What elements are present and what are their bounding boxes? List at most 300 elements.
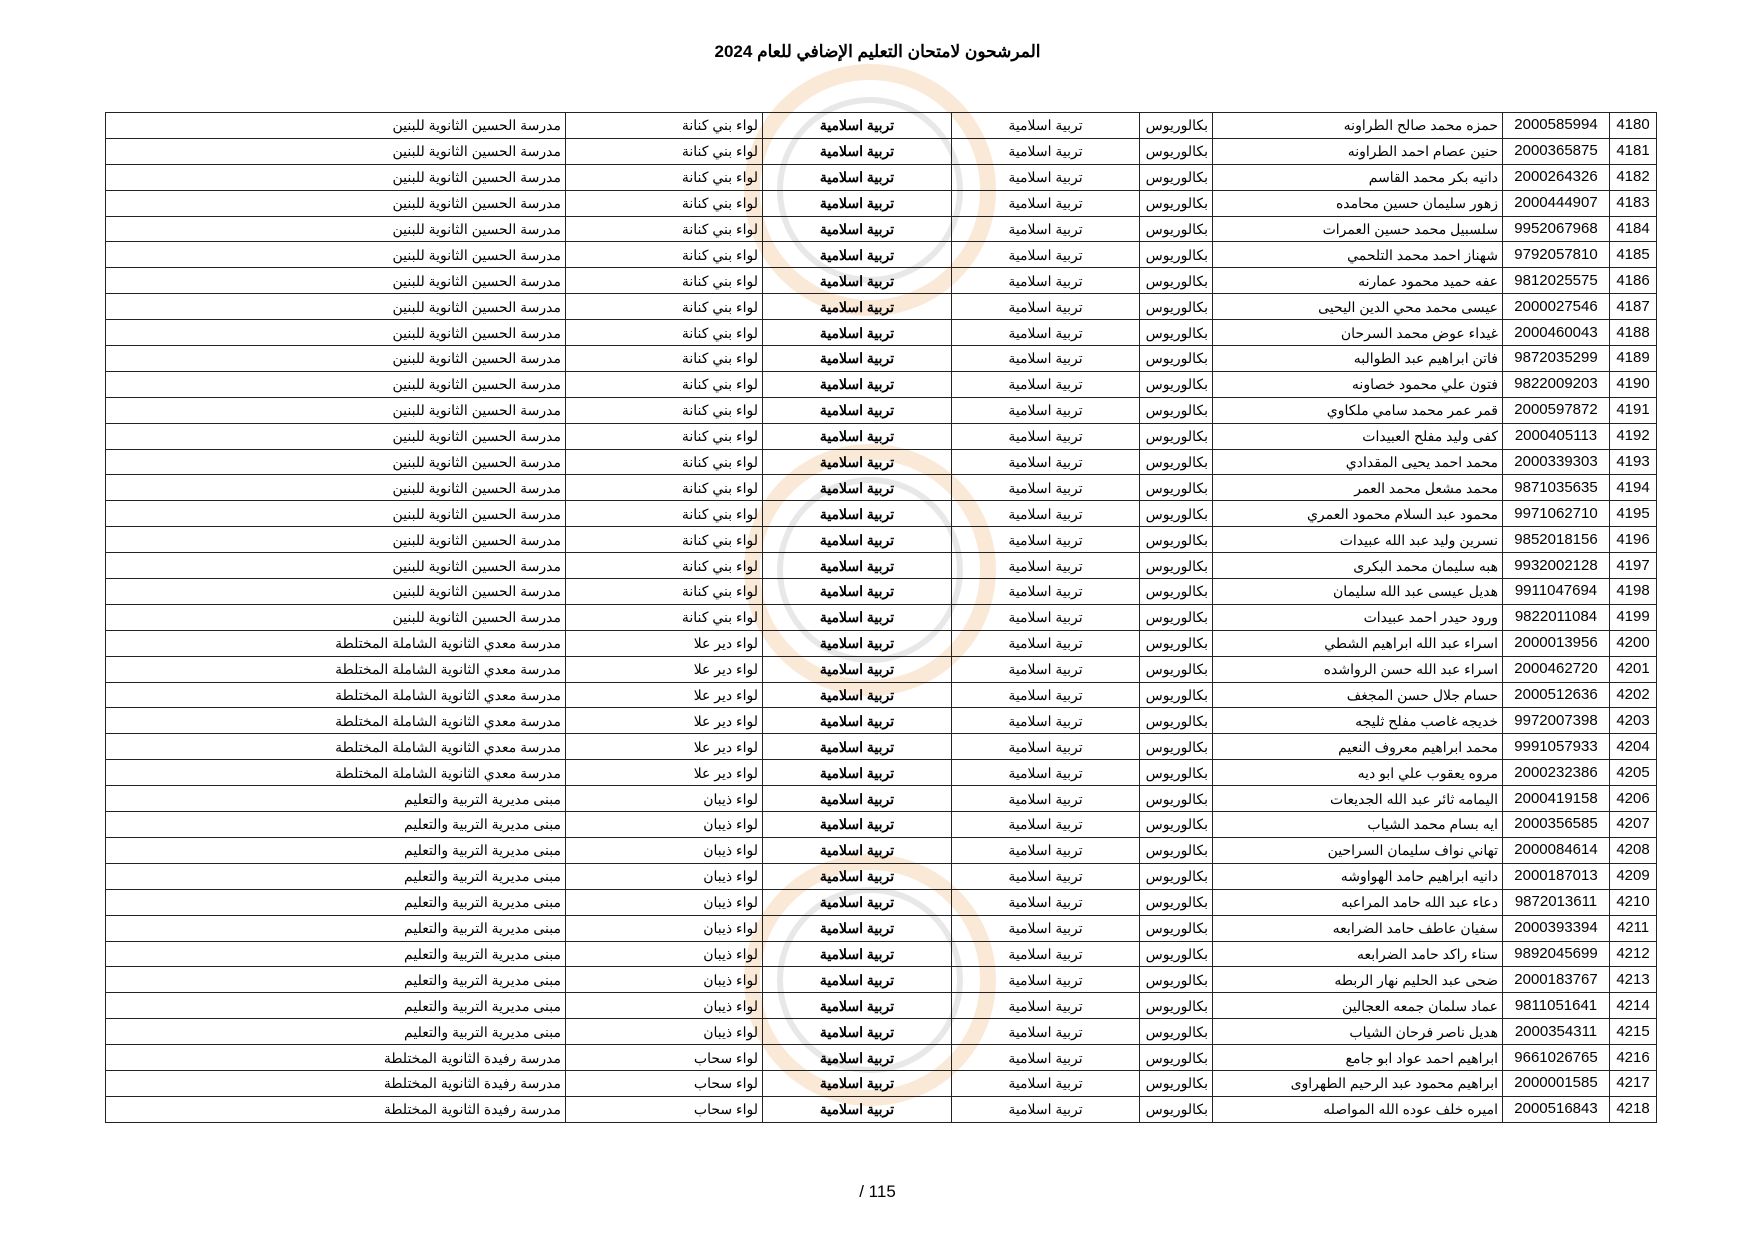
- candidate-name-cell: حنين عصام احمد الطراونه: [1213, 138, 1503, 164]
- degree-cell: بكالوريوس: [1140, 1019, 1213, 1045]
- exam-center-cell: مدرسة الحسين الثانوية للبنين: [106, 242, 566, 268]
- national-id-cell: 2000027546: [1503, 294, 1610, 320]
- specialization-cell: تربية اسلامية: [952, 837, 1140, 863]
- specialization-cell: تربية اسلامية: [952, 682, 1140, 708]
- national-id-cell: 2000264326: [1503, 164, 1610, 190]
- degree-cell: بكالوريوس: [1140, 242, 1213, 268]
- exam-center-cell: مدرسة الحسين الثانوية للبنين: [106, 397, 566, 423]
- national-id-cell: 2000084614: [1503, 837, 1610, 863]
- candidate-name-cell: سناء راكد حامد الضرابعه: [1213, 941, 1503, 967]
- table-row: [106, 527, 1657, 553]
- row-number-cell: 4197: [1610, 553, 1657, 579]
- degree-cell: بكالوريوس: [1140, 346, 1213, 372]
- candidate-name-cell: دانيه ابراهيم حامد الهواوشه: [1213, 863, 1503, 889]
- table-row: [106, 579, 1657, 605]
- table-row: [106, 630, 1657, 656]
- specialization-cell: تربية اسلامية: [952, 449, 1140, 475]
- row-number-cell: 4214: [1610, 993, 1657, 1019]
- district-cell: لواء ذيبان: [566, 915, 763, 941]
- exam-center-cell: مدرسة الحسين الثانوية للبنين: [106, 423, 566, 449]
- exam-center-cell: مدرسة الحسين الثانوية للبنين: [106, 371, 566, 397]
- specialization-cell: تربية اسلامية: [952, 216, 1140, 242]
- exam-center-cell: مبنى مديرية التربية والتعليم: [106, 863, 566, 889]
- exam-subject-cell: تربية اسلامية: [763, 863, 952, 889]
- degree-cell: بكالوريوس: [1140, 837, 1213, 863]
- district-cell: لواء ذيبان: [566, 837, 763, 863]
- exam-subject-cell: تربية اسلامية: [763, 993, 952, 1019]
- degree-cell: بكالوريوس: [1140, 915, 1213, 941]
- exam-subject-cell: تربية اسلامية: [763, 475, 952, 501]
- district-cell: لواء دير علا: [566, 682, 763, 708]
- district-cell: لواء بني كنانة: [566, 397, 763, 423]
- table-row: [106, 708, 1657, 734]
- district-cell: لواء ذيبان: [566, 993, 763, 1019]
- table-row: [106, 320, 1657, 346]
- exam-subject-cell: تربية اسلامية: [763, 837, 952, 863]
- table-row: [106, 967, 1657, 993]
- exam-center-cell: مدرسة الحسين الثانوية للبنين: [106, 346, 566, 372]
- table-row: [106, 604, 1657, 630]
- exam-center-cell: مدرسة الحسين الثانوية للبنين: [106, 527, 566, 553]
- degree-cell: بكالوريوس: [1140, 113, 1213, 139]
- national-id-cell: 2000444907: [1503, 190, 1610, 216]
- exam-center-cell: مدرسة معدي الثانوية الشاملة المختلطة: [106, 630, 566, 656]
- row-number-cell: 4204: [1610, 734, 1657, 760]
- district-cell: لواء بني كنانة: [566, 346, 763, 372]
- district-cell: لواء بني كنانة: [566, 371, 763, 397]
- specialization-cell: تربية اسلامية: [952, 1096, 1140, 1122]
- row-number-cell: 4207: [1610, 812, 1657, 838]
- row-number-cell: 4208: [1610, 837, 1657, 863]
- exam-subject-cell: تربية اسلامية: [763, 1070, 952, 1096]
- specialization-cell: تربية اسلامية: [952, 786, 1140, 812]
- district-cell: لواء بني كنانة: [566, 320, 763, 346]
- specialization-cell: تربية اسلامية: [952, 604, 1140, 630]
- exam-center-cell: مبنى مديرية التربية والتعليم: [106, 1019, 566, 1045]
- row-number-cell: 4183: [1610, 190, 1657, 216]
- row-number-cell: 4206: [1610, 786, 1657, 812]
- exam-center-cell: مدرسة معدي الثانوية الشاملة المختلطة: [106, 682, 566, 708]
- exam-center-cell: مبنى مديرية التربية والتعليم: [106, 915, 566, 941]
- degree-cell: بكالوريوس: [1140, 268, 1213, 294]
- district-cell: لواء بني كنانة: [566, 190, 763, 216]
- table-row: [106, 346, 1657, 372]
- row-number-cell: 4198: [1610, 579, 1657, 605]
- degree-cell: بكالوريوس: [1140, 734, 1213, 760]
- degree-cell: بكالوريوس: [1140, 786, 1213, 812]
- specialization-cell: تربية اسلامية: [952, 138, 1140, 164]
- national-id-cell: 2000232386: [1503, 760, 1610, 786]
- national-id-cell: 9661026765: [1503, 1045, 1610, 1071]
- national-id-cell: 9812025575: [1503, 268, 1610, 294]
- specialization-cell: تربية اسلامية: [952, 760, 1140, 786]
- exam-center-cell: مبنى مديرية التربية والتعليم: [106, 889, 566, 915]
- exam-center-cell: مبنى مديرية التربية والتعليم: [106, 837, 566, 863]
- candidate-name-cell: اسراء عبد الله ابراهيم الشطي: [1213, 630, 1503, 656]
- specialization-cell: تربية اسلامية: [952, 371, 1140, 397]
- candidate-name-cell: اسراء عبد الله حسن الرواشده: [1213, 656, 1503, 682]
- district-cell: لواء بني كنانة: [566, 475, 763, 501]
- degree-cell: بكالوريوس: [1140, 294, 1213, 320]
- row-number-cell: 4195: [1610, 501, 1657, 527]
- district-cell: لواء ذيبان: [566, 863, 763, 889]
- table-row: [106, 915, 1657, 941]
- specialization-cell: تربية اسلامية: [952, 734, 1140, 760]
- national-id-cell: 2000512636: [1503, 682, 1610, 708]
- table-row: [106, 1019, 1657, 1045]
- national-id-cell: 2000585994: [1503, 113, 1610, 139]
- row-number-cell: 4192: [1610, 423, 1657, 449]
- exam-center-cell: مدرسة الحسين الثانوية للبنين: [106, 164, 566, 190]
- national-id-cell: 9932002128: [1503, 553, 1610, 579]
- national-id-cell: 9811051641: [1503, 993, 1610, 1019]
- candidate-name-cell: فتون علي محمود خصاونه: [1213, 371, 1503, 397]
- candidate-name-cell: محمد مشعل محمد العمر: [1213, 475, 1503, 501]
- row-number-cell: 4215: [1610, 1019, 1657, 1045]
- specialization-cell: تربية اسلامية: [952, 1045, 1140, 1071]
- district-cell: لواء بني كنانة: [566, 604, 763, 630]
- candidate-name-cell: دانيه بكر محمد القاسم: [1213, 164, 1503, 190]
- row-number-cell: 4202: [1610, 682, 1657, 708]
- table-row: [106, 812, 1657, 838]
- row-number-cell: 4209: [1610, 863, 1657, 889]
- exam-subject-cell: تربية اسلامية: [763, 346, 952, 372]
- national-id-cell: 2000013956: [1503, 630, 1610, 656]
- national-id-cell: 2000001585: [1503, 1070, 1610, 1096]
- degree-cell: بكالوريوس: [1140, 941, 1213, 967]
- national-id-cell: 9971062710: [1503, 501, 1610, 527]
- row-number-cell: 4201: [1610, 656, 1657, 682]
- district-cell: لواء ذيبان: [566, 812, 763, 838]
- candidate-name-cell: حسام جلال حسن المجغف: [1213, 682, 1503, 708]
- district-cell: لواء دير علا: [566, 630, 763, 656]
- district-cell: لواء دير علا: [566, 656, 763, 682]
- exam-subject-cell: تربية اسلامية: [763, 397, 952, 423]
- specialization-cell: تربية اسلامية: [952, 889, 1140, 915]
- row-number-cell: 4211: [1610, 915, 1657, 941]
- national-id-cell: 2000597872: [1503, 397, 1610, 423]
- table-row: [106, 786, 1657, 812]
- exam-center-cell: مدرسة الحسين الثانوية للبنين: [106, 604, 566, 630]
- national-id-cell: 2000462720: [1503, 656, 1610, 682]
- row-number-cell: 4185: [1610, 242, 1657, 268]
- district-cell: لواء بني كنانة: [566, 501, 763, 527]
- table-row: [106, 216, 1657, 242]
- specialization-cell: تربية اسلامية: [952, 190, 1140, 216]
- district-cell: لواء دير علا: [566, 760, 763, 786]
- candidate-name-cell: مروه يعقوب علي ابو ديه: [1213, 760, 1503, 786]
- degree-cell: بكالوريوس: [1140, 164, 1213, 190]
- table-row: [106, 656, 1657, 682]
- exam-subject-cell: تربية اسلامية: [763, 190, 952, 216]
- exam-subject-cell: تربية اسلامية: [763, 682, 952, 708]
- national-id-cell: 9822011084: [1503, 604, 1610, 630]
- row-number-cell: 4190: [1610, 371, 1657, 397]
- district-cell: لواء بني كنانة: [566, 113, 763, 139]
- candidate-name-cell: دعاء عبد الله حامد المراعبه: [1213, 889, 1503, 915]
- exam-center-cell: مدرسة معدي الثانوية الشاملة المختلطة: [106, 656, 566, 682]
- row-number-cell: 4203: [1610, 708, 1657, 734]
- exam-subject-cell: تربية اسلامية: [763, 734, 952, 760]
- candidate-name-cell: فاتن ابراهيم عبد الطوالبه: [1213, 346, 1503, 372]
- degree-cell: بكالوريوس: [1140, 501, 1213, 527]
- exam-center-cell: مدرسة الحسين الثانوية للبنين: [106, 190, 566, 216]
- candidate-name-cell: محمود عبد السلام محمود العمري: [1213, 501, 1503, 527]
- specialization-cell: تربية اسلامية: [952, 320, 1140, 346]
- row-number-cell: 4193: [1610, 449, 1657, 475]
- page-title: المرشحون لامتحان التعليم الإضافي للعام 2024: [714, 42, 1041, 61]
- exam-subject-cell: تربية اسلامية: [763, 423, 952, 449]
- exam-center-cell: مدرسة الحسين الثانوية للبنين: [106, 113, 566, 139]
- row-number-cell: 4205: [1610, 760, 1657, 786]
- candidate-name-cell: ورود حيدر احمد عبيدات: [1213, 604, 1503, 630]
- exam-subject-cell: تربية اسلامية: [763, 1096, 952, 1122]
- table-row: [106, 164, 1657, 190]
- national-id-cell: 9872013611: [1503, 889, 1610, 915]
- specialization-cell: تربية اسلامية: [952, 164, 1140, 190]
- exam-center-cell: مدرسة الحسين الثانوية للبنين: [106, 475, 566, 501]
- row-number-cell: 4189: [1610, 346, 1657, 372]
- row-number-cell: 4213: [1610, 967, 1657, 993]
- exam-subject-cell: تربية اسلامية: [763, 1045, 952, 1071]
- national-id-cell: 2000183767: [1503, 967, 1610, 993]
- row-number-cell: 4218: [1610, 1096, 1657, 1122]
- degree-cell: بكالوريوس: [1140, 553, 1213, 579]
- degree-cell: بكالوريوس: [1140, 579, 1213, 605]
- specialization-cell: تربية اسلامية: [952, 967, 1140, 993]
- row-number-cell: 4216: [1610, 1045, 1657, 1071]
- district-cell: لواء دير علا: [566, 734, 763, 760]
- district-cell: لواء بني كنانة: [566, 553, 763, 579]
- exam-subject-cell: تربية اسلامية: [763, 527, 952, 553]
- row-number-cell: 4181: [1610, 138, 1657, 164]
- district-cell: لواء بني كنانة: [566, 294, 763, 320]
- table-row: [106, 501, 1657, 527]
- national-id-cell: 2000187013: [1503, 863, 1610, 889]
- row-number-cell: 4194: [1610, 475, 1657, 501]
- table-row: [106, 268, 1657, 294]
- row-number-cell: 4200: [1610, 630, 1657, 656]
- exam-center-cell: مبنى مديرية التربية والتعليم: [106, 967, 566, 993]
- degree-cell: بكالوريوس: [1140, 863, 1213, 889]
- exam-center-cell: مبنى مديرية التربية والتعليم: [106, 941, 566, 967]
- national-id-cell: 9911047694: [1503, 579, 1610, 605]
- candidate-name-cell: هديل ناصر فرحان الشياب: [1213, 1019, 1503, 1045]
- exam-center-cell: مبنى مديرية التربية والتعليم: [106, 812, 566, 838]
- specialization-cell: تربية اسلامية: [952, 630, 1140, 656]
- table-row: [106, 1096, 1657, 1122]
- candidate-name-cell: هبه سليمان محمد البكرى: [1213, 553, 1503, 579]
- district-cell: لواء سحاب: [566, 1070, 763, 1096]
- exam-center-cell: مدرسة معدي الثانوية الشاملة المختلطة: [106, 734, 566, 760]
- exam-center-cell: مدرسة الحسين الثانوية للبنين: [106, 501, 566, 527]
- degree-cell: بكالوريوس: [1140, 475, 1213, 501]
- district-cell: لواء بني كنانة: [566, 423, 763, 449]
- exam-subject-cell: تربية اسلامية: [763, 164, 952, 190]
- national-id-cell: 9972007398: [1503, 708, 1610, 734]
- table-row: [106, 1045, 1657, 1071]
- degree-cell: بكالوريوس: [1140, 682, 1213, 708]
- national-id-cell: 2000393394: [1503, 915, 1610, 941]
- table-row: [106, 682, 1657, 708]
- row-number-cell: 4196: [1610, 527, 1657, 553]
- exam-center-cell: مدرسة رفيدة الثانوية المختلطة: [106, 1096, 566, 1122]
- exam-center-cell: مبنى مديرية التربية والتعليم: [106, 786, 566, 812]
- degree-cell: بكالوريوس: [1140, 320, 1213, 346]
- specialization-cell: تربية اسلامية: [952, 268, 1140, 294]
- specialization-cell: تربية اسلامية: [952, 863, 1140, 889]
- exam-subject-cell: تربية اسلامية: [763, 449, 952, 475]
- national-id-cell: 2000356585: [1503, 812, 1610, 838]
- table-row: [106, 941, 1657, 967]
- exam-subject-cell: تربية اسلامية: [763, 760, 952, 786]
- specialization-cell: تربية اسلامية: [952, 397, 1140, 423]
- district-cell: لواء بني كنانة: [566, 449, 763, 475]
- degree-cell: بكالوريوس: [1140, 1070, 1213, 1096]
- national-id-cell: 9892045699: [1503, 941, 1610, 967]
- specialization-cell: تربية اسلامية: [952, 656, 1140, 682]
- degree-cell: بكالوريوس: [1140, 993, 1213, 1019]
- degree-cell: بكالوريوس: [1140, 1045, 1213, 1071]
- exam-center-cell: مدرسة رفيدة الثانوية المختلطة: [106, 1045, 566, 1071]
- table-row: [106, 242, 1657, 268]
- row-number-cell: 4217: [1610, 1070, 1657, 1096]
- specialization-cell: تربية اسلامية: [952, 993, 1140, 1019]
- table-row: [106, 889, 1657, 915]
- row-number-cell: 4188: [1610, 320, 1657, 346]
- row-number-cell: 4186: [1610, 268, 1657, 294]
- national-id-cell: 2000516843: [1503, 1096, 1610, 1122]
- degree-cell: بكالوريوس: [1140, 1096, 1213, 1122]
- row-number-cell: 4199: [1610, 604, 1657, 630]
- candidate-name-cell: محمد احمد يحيى المقدادي: [1213, 449, 1503, 475]
- district-cell: لواء دير علا: [566, 708, 763, 734]
- specialization-cell: تربية اسلامية: [952, 915, 1140, 941]
- table-row: [106, 449, 1657, 475]
- district-cell: لواء بني كنانة: [566, 579, 763, 605]
- degree-cell: بكالوريوس: [1140, 423, 1213, 449]
- candidate-name-cell: اميره خلف عوده الله المواصله: [1213, 1096, 1503, 1122]
- degree-cell: بكالوريوس: [1140, 190, 1213, 216]
- district-cell: لواء بني كنانة: [566, 216, 763, 242]
- exam-subject-cell: تربية اسلامية: [763, 294, 952, 320]
- candidates-table: [105, 112, 1657, 1123]
- national-id-cell: 9871035635: [1503, 475, 1610, 501]
- table-row: [106, 760, 1657, 786]
- exam-subject-cell: تربية اسلامية: [763, 812, 952, 838]
- district-cell: لواء بني كنانة: [566, 242, 763, 268]
- candidate-name-cell: خديجه غاصب مفلح ثليجه: [1213, 708, 1503, 734]
- exam-center-cell: مدرسة الحسين الثانوية للبنين: [106, 449, 566, 475]
- row-number-cell: 4187: [1610, 294, 1657, 320]
- candidate-name-cell: عماد سلمان جمعه العجالين: [1213, 993, 1503, 1019]
- table-row: [106, 294, 1657, 320]
- degree-cell: بكالوريوس: [1140, 656, 1213, 682]
- district-cell: لواء ذيبان: [566, 967, 763, 993]
- candidate-name-cell: نسرين وليد عبد الله عبيدات: [1213, 527, 1503, 553]
- candidate-name-cell: ابراهيم محمود عبد الرحيم الطهراوى: [1213, 1070, 1503, 1096]
- exam-subject-cell: تربية اسلامية: [763, 915, 952, 941]
- candidate-name-cell: محمد ابراهيم معروف النعيم: [1213, 734, 1503, 760]
- exam-subject-cell: تربية اسلامية: [763, 656, 952, 682]
- candidate-name-cell: قمر عمر محمد سامي ملكاوي: [1213, 397, 1503, 423]
- district-cell: لواء ذيبان: [566, 786, 763, 812]
- exam-subject-cell: تربية اسلامية: [763, 113, 952, 139]
- exam-center-cell: مدرسة الحسين الثانوية للبنين: [106, 579, 566, 605]
- national-id-cell: 2000354311: [1503, 1019, 1610, 1045]
- exam-subject-cell: تربية اسلامية: [763, 553, 952, 579]
- degree-cell: بكالوريوس: [1140, 889, 1213, 915]
- district-cell: لواء سحاب: [566, 1045, 763, 1071]
- exam-subject-cell: تربية اسلامية: [763, 138, 952, 164]
- candidate-name-cell: زهور سليمان حسين محامده: [1213, 190, 1503, 216]
- district-cell: لواء ذيبان: [566, 941, 763, 967]
- exam-subject-cell: تربية اسلامية: [763, 786, 952, 812]
- specialization-cell: تربية اسلامية: [952, 553, 1140, 579]
- row-number-cell: 4191: [1610, 397, 1657, 423]
- table-row: [106, 190, 1657, 216]
- national-id-cell: 2000339303: [1503, 449, 1610, 475]
- specialization-cell: تربية اسلامية: [952, 242, 1140, 268]
- exam-subject-cell: تربية اسلامية: [763, 604, 952, 630]
- district-cell: لواء بني كنانة: [566, 138, 763, 164]
- national-id-cell: 2000365875: [1503, 138, 1610, 164]
- candidate-name-cell: شهناز احمد محمد التلحمي: [1213, 242, 1503, 268]
- table-row: [106, 863, 1657, 889]
- candidate-name-cell: كفى وليد مفلح العبيدات: [1213, 423, 1503, 449]
- exam-center-cell: مدرسة الحسين الثانوية للبنين: [106, 216, 566, 242]
- exam-center-cell: مدرسة الحسين الثانوية للبنين: [106, 320, 566, 346]
- exam-center-cell: مدرسة الحسين الثانوية للبنين: [106, 553, 566, 579]
- specialization-cell: تربية اسلامية: [952, 579, 1140, 605]
- row-number-cell: 4182: [1610, 164, 1657, 190]
- specialization-cell: تربية اسلامية: [952, 527, 1140, 553]
- district-cell: لواء بني كنانة: [566, 527, 763, 553]
- specialization-cell: تربية اسلامية: [952, 812, 1140, 838]
- national-id-cell: 9872035299: [1503, 346, 1610, 372]
- exam-center-cell: مدرسة الحسين الثانوية للبنين: [106, 268, 566, 294]
- national-id-cell: 9852018156: [1503, 527, 1610, 553]
- row-number-cell: 4212: [1610, 941, 1657, 967]
- exam-subject-cell: تربية اسلامية: [763, 216, 952, 242]
- row-number-cell: 4210: [1610, 889, 1657, 915]
- district-cell: لواء ذيبان: [566, 1019, 763, 1045]
- specialization-cell: تربية اسلامية: [952, 1019, 1140, 1045]
- exam-subject-cell: تربية اسلامية: [763, 630, 952, 656]
- exam-center-cell: مدرسة الحسين الثانوية للبنين: [106, 138, 566, 164]
- exam-center-cell: مدرسة رفيدة الثانوية المختلطة: [106, 1070, 566, 1096]
- table-row: [106, 837, 1657, 863]
- specialization-cell: تربية اسلامية: [952, 1070, 1140, 1096]
- candidate-name-cell: ضحى عبد الحليم نهار الربطه: [1213, 967, 1503, 993]
- candidate-name-cell: اليمامه ثائر عبد الله الجديعات: [1213, 786, 1503, 812]
- candidate-name-cell: عفه حميد محمود عمارنه: [1213, 268, 1503, 294]
- table-row: [106, 397, 1657, 423]
- candidate-name-cell: سفيان عاطف حامد الضرابعه: [1213, 915, 1503, 941]
- specialization-cell: تربية اسلامية: [952, 423, 1140, 449]
- candidate-name-cell: هديل عيسى عبد الله سليمان: [1213, 579, 1503, 605]
- exam-center-cell: مدرسة الحسين الثانوية للبنين: [106, 294, 566, 320]
- exam-subject-cell: تربية اسلامية: [763, 889, 952, 915]
- exam-subject-cell: تربية اسلامية: [763, 371, 952, 397]
- degree-cell: بكالوريوس: [1140, 630, 1213, 656]
- candidate-name-cell: سلسبيل محمد حسين العمرات: [1213, 216, 1503, 242]
- table-row: [106, 423, 1657, 449]
- table-row: [106, 138, 1657, 164]
- exam-center-cell: مدرسة معدي الثانوية الشاملة المختلطة: [106, 708, 566, 734]
- degree-cell: بكالوريوس: [1140, 138, 1213, 164]
- degree-cell: بكالوريوس: [1140, 527, 1213, 553]
